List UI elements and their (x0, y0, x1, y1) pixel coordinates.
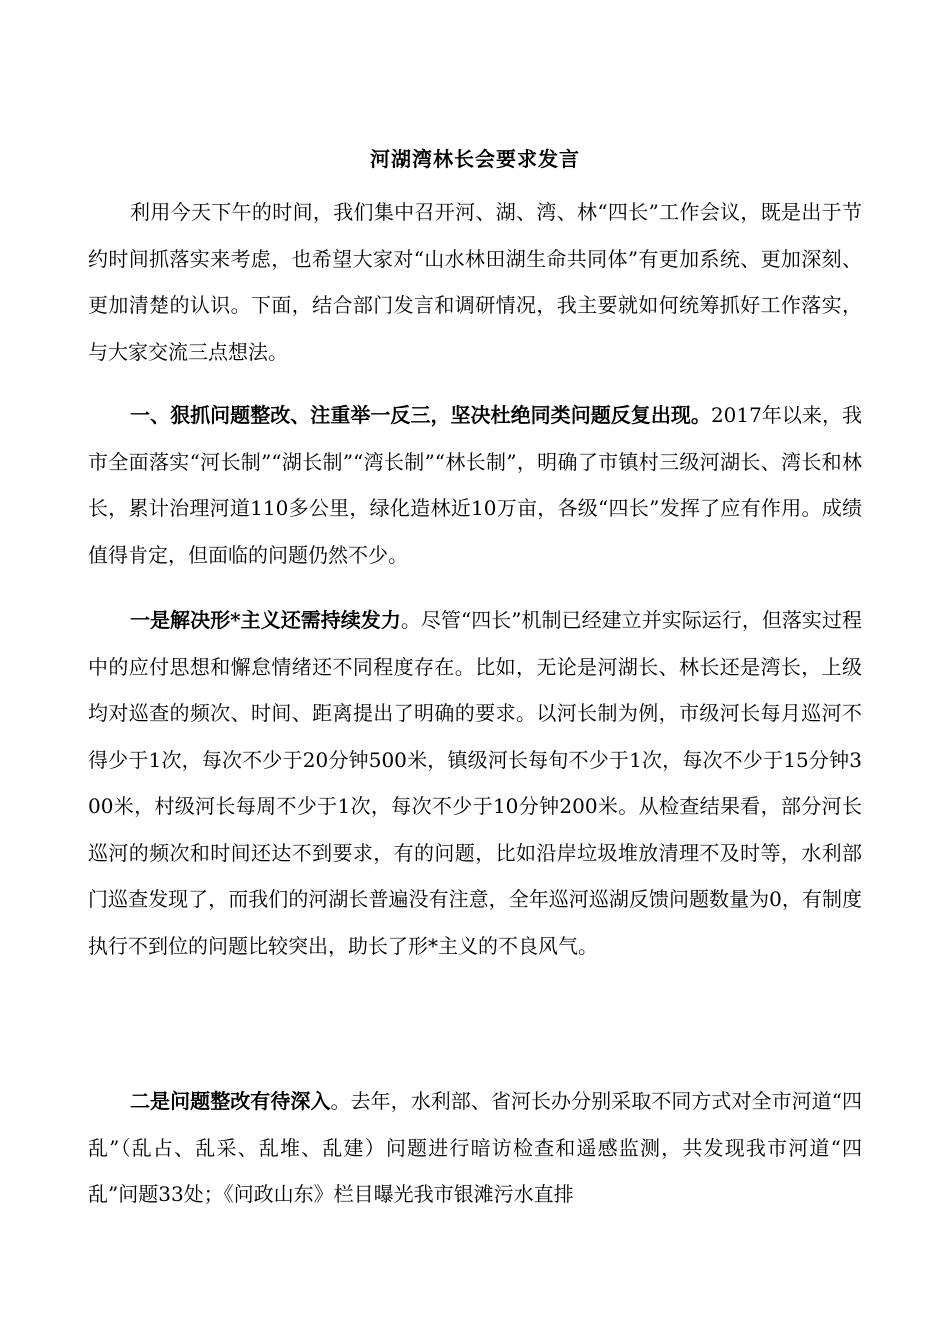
paragraph-lead: 一、狠抓问题整改、注重举一反三，坚决杜绝同类问题反复出现。 (130, 403, 711, 427)
paragraph-intro (88, 189, 862, 375)
paragraph-body: 利用今天下午的时间，我们集中召开河、湖、湾、林“四长”工作会议，既是出于节约时间抓落实来考虑，也希望大家对“山水林田湖生命共同体”有更加系统、更加深刻、更加清楚的认识。下面，结合部门发言和调研情况，我主要就如何统筹抓好工作落实，与大家交流三点想法。 (88, 200, 862, 364)
paragraph-section-one (88, 392, 862, 578)
paragraph-body: 2017年以来，我市全面落实“河长制”“湖长制”“湾长制”“林长制”，明确了市镇村三级河湖长、湾长和林长，累计治理河道110多公里，绿化造林近10万亩，各级“四长”发挥了应有作用。成绩值得肯定，但面临的问题仍然不少。 (88, 403, 862, 567)
paragraph-body: 。尽管“四长”机制已经建立并实际运行，但落实过程中的应付思想和懈怠情绪还不同程度存在。比如，无论是河湖长、林长还是湾长，上级均对巡查的频次、时间、距离提出了明确的要求。以河长制为例，市级河长每月巡河不得少于1次，每次不少于20分钟500米，镇级河长每旬不少于1次，每次不少于15分钟300米，村级河长每周不少于1次，每次不少于10分钟200米。从检查结果看，部分河长巡河的频次和时间还达不到要求，有的问题，比如沿岸垃圾堆放清理不及时等，水利部门巡查发现了，而我们的河湖长普遍没有注意，全年巡河巡湖反馈问题数量为0，有制度执行不到位的问题比较突出，助长了形*主义的不良风气。 (88, 608, 862, 958)
paragraph-point-two (88, 1078, 862, 1218)
document-title: 河湖湾林长会要求发言 (370, 147, 580, 171)
paragraph-point-one (88, 597, 862, 969)
paragraph-body: 。去年，水利部、省河长办分别采取不同方式对全市河道“四乱”（乱占、乱采、乱堆、乱建）问题进行暗访检查和遥感监测，共发现我市河道“四乱”问题33处；《问政山东》栏目曝光我市银滩污水直排 (88, 1089, 862, 1206)
paragraph-lead: 二是问题整改有待深入 (130, 1089, 331, 1113)
paragraph-lead: 一是解决形*主义还需持续发力 (130, 608, 401, 632)
